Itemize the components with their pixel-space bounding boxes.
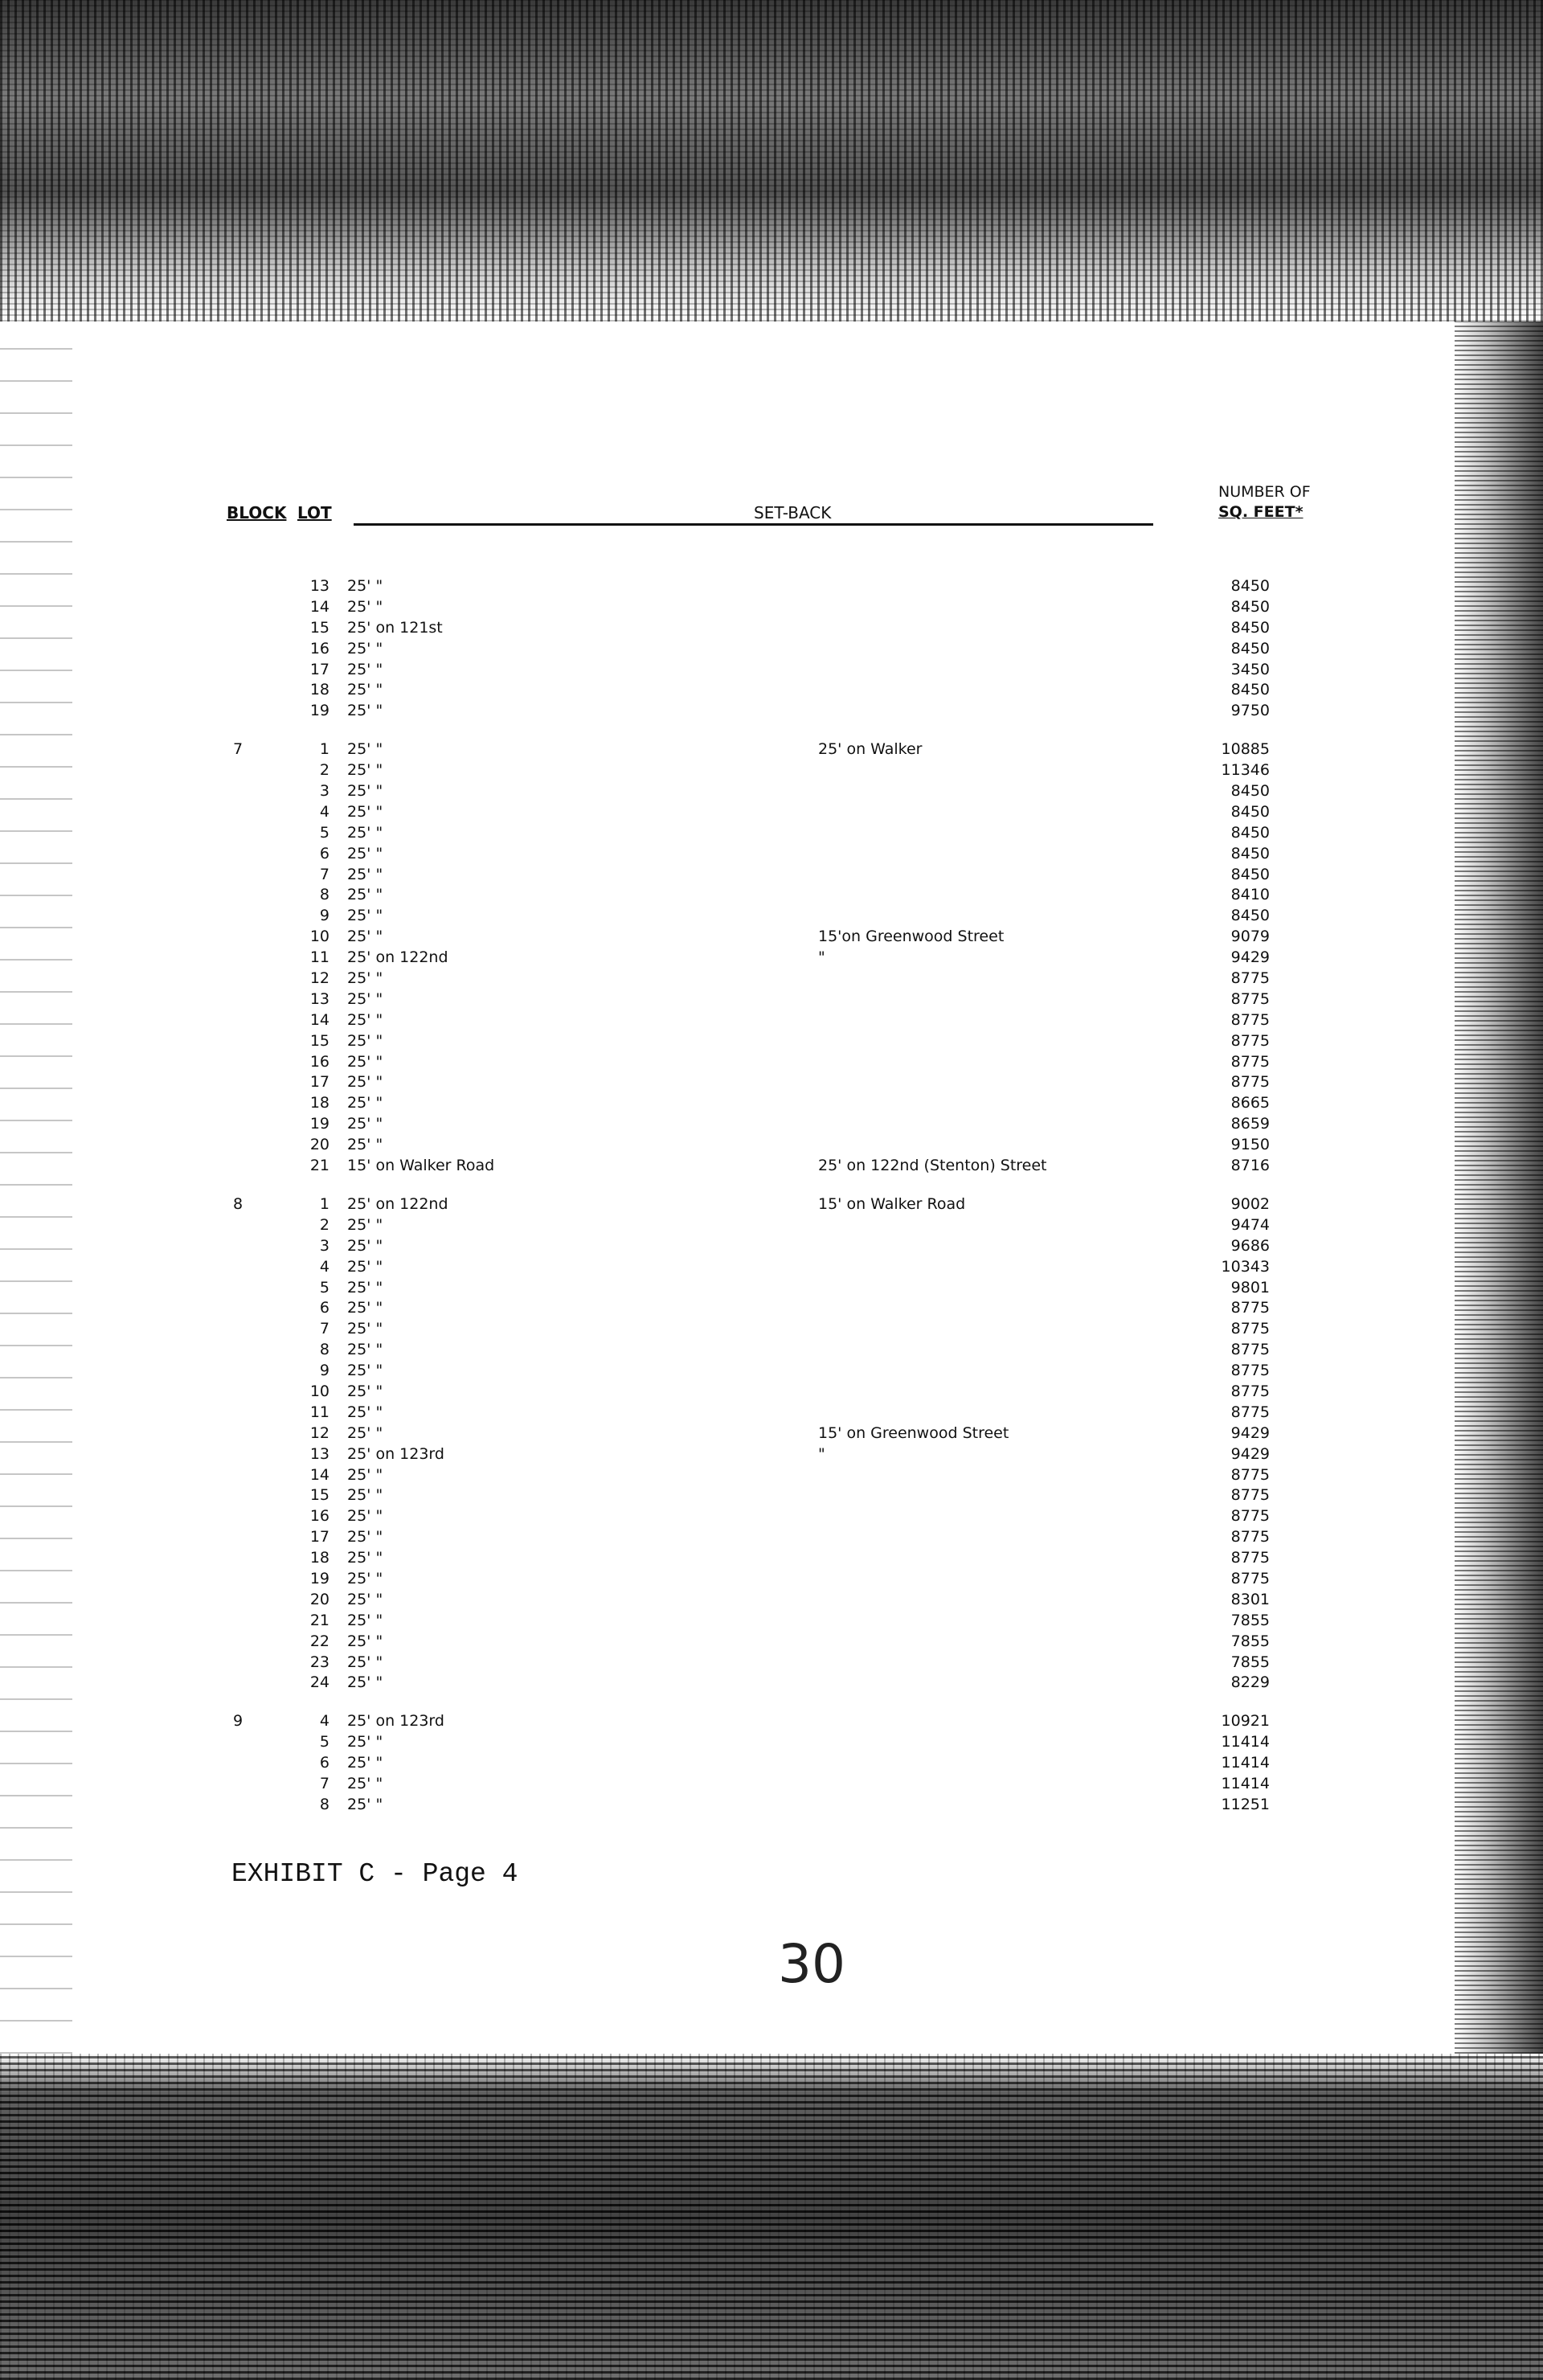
lot-cell: 17 xyxy=(309,1073,329,1092)
lot-cell: 18 xyxy=(309,1094,329,1112)
table-row xyxy=(0,801,1543,822)
setback-secondary-cell: " xyxy=(818,1444,825,1463)
setback-primary-cell: 25' " xyxy=(347,1010,383,1029)
sq-feet-cell: 8659 xyxy=(1230,1115,1270,1133)
table-row xyxy=(0,1485,1543,1505)
lot-cell: 6 xyxy=(319,1299,329,1317)
lot-cell: 2 xyxy=(319,761,329,780)
lot-cell: 1 xyxy=(319,740,329,759)
lot-cell: 11 xyxy=(309,948,329,967)
sq-feet-cell: 11414 xyxy=(1221,1754,1270,1772)
table-row xyxy=(0,1381,1543,1402)
table-row xyxy=(0,1360,1543,1381)
sq-feet-cell: 9429 xyxy=(1230,1423,1270,1442)
setback-primary-cell: 25' " xyxy=(347,681,383,699)
table-row xyxy=(0,1402,1543,1423)
setback-primary-cell: 25' " xyxy=(347,1382,383,1400)
setback-primary-cell: 25' " xyxy=(347,1590,383,1608)
lot-table xyxy=(0,576,1543,1815)
table-row xyxy=(0,1505,1543,1526)
setback-primary-cell: 25' " xyxy=(347,989,383,1008)
lot-cell: 5 xyxy=(319,1278,329,1297)
sq-feet-cell: 11251 xyxy=(1221,1795,1270,1813)
sq-feet-cell: 8716 xyxy=(1230,1157,1270,1175)
lot-cell: 23 xyxy=(309,1653,329,1671)
sq-feet-cell: 8775 xyxy=(1230,1320,1270,1338)
sq-feet-cell: 8450 xyxy=(1230,782,1270,801)
setback-primary-cell: 25' " xyxy=(347,1754,383,1772)
setback-primary-cell: 25' " xyxy=(347,1136,383,1154)
setback-primary-cell: 25' " xyxy=(347,1795,383,1813)
setback-primary-cell: 25' " xyxy=(347,1632,383,1650)
table-row xyxy=(0,617,1543,638)
table-row xyxy=(0,1423,1543,1444)
setback-primary-cell: 25' " xyxy=(347,823,383,842)
sq-feet-cell: 10921 xyxy=(1221,1712,1270,1731)
lot-cell: 9 xyxy=(319,907,329,925)
sq-feet-cell: 8775 xyxy=(1230,1528,1270,1546)
setback-primary-cell: 25' " xyxy=(347,1341,383,1359)
table-row xyxy=(0,822,1543,843)
setback-primary-cell: 25' " xyxy=(347,1362,383,1380)
sq-feet-cell: 8775 xyxy=(1230,1486,1270,1505)
table-row xyxy=(0,1631,1543,1652)
exhibit-label: EXHIBIT C - Page 4 xyxy=(231,1859,518,1889)
lot-cell: 19 xyxy=(309,1569,329,1587)
lot-cell: 16 xyxy=(309,1052,329,1071)
sq-feet-cell: 8775 xyxy=(1230,1507,1270,1526)
lot-cell: 8 xyxy=(319,1341,329,1359)
sq-feet-cell: 7855 xyxy=(1230,1632,1270,1650)
table-row xyxy=(0,1277,1543,1298)
sq-feet-cell: 8775 xyxy=(1230,1362,1270,1380)
lot-cell: 16 xyxy=(309,639,329,657)
lot-cell: 22 xyxy=(309,1632,329,1650)
lot-cell: 21 xyxy=(309,1611,329,1629)
lot-cell: 11 xyxy=(309,1403,329,1421)
sq-feet-cell: 8775 xyxy=(1230,1010,1270,1029)
setback-primary-cell: 25' " xyxy=(347,1299,383,1317)
table-row xyxy=(0,679,1543,700)
setback-primary-cell: 25' " xyxy=(347,1528,383,1546)
table-row xyxy=(0,780,1543,801)
table-row xyxy=(0,1051,1543,1072)
setback-primary-cell: 25' " xyxy=(347,1465,383,1484)
sq-feet-cell: 11414 xyxy=(1221,1774,1270,1792)
header-sq-feet: SQ. FEET* xyxy=(1218,503,1304,521)
sq-feet-cell: 9079 xyxy=(1230,928,1270,946)
handwritten-page-number: 30 xyxy=(778,1933,845,1995)
sq-feet-cell: 8775 xyxy=(1230,1299,1270,1317)
lot-cell: 13 xyxy=(309,1444,329,1463)
sq-feet-cell: 11346 xyxy=(1221,761,1270,780)
lot-cell: 19 xyxy=(309,702,329,720)
lot-cell: 6 xyxy=(319,1754,329,1772)
setback-primary-cell: 25' " xyxy=(347,802,383,821)
sq-feet-cell: 8775 xyxy=(1230,1031,1270,1050)
table-row xyxy=(0,1155,1543,1176)
table-row xyxy=(0,1526,1543,1547)
sq-feet-cell: 8775 xyxy=(1230,1341,1270,1359)
setback-primary-cell: 25' on 121st xyxy=(347,618,443,637)
setback-primary-cell: 25' " xyxy=(347,1774,383,1792)
table-row xyxy=(0,1464,1543,1485)
sq-feet-cell: 8450 xyxy=(1230,907,1270,925)
table-row xyxy=(0,1731,1543,1752)
sq-feet-cell: 10885 xyxy=(1221,740,1270,759)
sq-feet-cell: 8450 xyxy=(1230,681,1270,699)
setback-primary-cell: 25' " xyxy=(347,1673,383,1692)
sq-feet-cell: 8450 xyxy=(1230,639,1270,657)
table-row xyxy=(0,905,1543,926)
table-row xyxy=(0,1134,1543,1155)
setback-primary-cell: 25' " xyxy=(347,1257,383,1276)
lot-cell: 14 xyxy=(309,1465,329,1484)
table-row xyxy=(0,576,1543,596)
setback-primary-cell: 25' " xyxy=(347,1215,383,1234)
table-row xyxy=(0,1092,1543,1113)
lot-cell: 12 xyxy=(309,1423,329,1442)
setback-primary-cell: 25' " xyxy=(347,907,383,925)
sq-feet-cell: 9801 xyxy=(1230,1278,1270,1297)
lot-cell: 7 xyxy=(319,1320,329,1338)
setback-primary-cell: 25' " xyxy=(347,886,383,904)
sq-feet-cell: 8450 xyxy=(1230,865,1270,883)
setback-primary-cell: 25' on 122nd xyxy=(347,1194,448,1213)
block-cell: 9 xyxy=(233,1712,244,1731)
setback-primary-cell: 25' " xyxy=(347,740,383,759)
table-row xyxy=(0,1589,1543,1610)
setback-secondary-cell: 25' on Walker xyxy=(818,740,923,759)
table-row xyxy=(0,659,1543,680)
setback-primary-cell: 25' " xyxy=(347,1031,383,1050)
setback-primary-cell: 25' on 122nd xyxy=(347,948,448,967)
lot-cell: 18 xyxy=(309,681,329,699)
lot-cell: 8 xyxy=(319,886,329,904)
setback-primary-cell: 25' " xyxy=(347,844,383,862)
table-row xyxy=(0,1444,1543,1464)
setback-secondary-cell: 25' on 122nd (Stenton) Street xyxy=(818,1157,1047,1175)
sq-feet-cell: 8775 xyxy=(1230,1073,1270,1092)
sq-feet-cell: 8301 xyxy=(1230,1590,1270,1608)
table-row xyxy=(0,760,1543,780)
sq-feet-cell: 11414 xyxy=(1221,1733,1270,1751)
lot-cell: 15 xyxy=(309,618,329,637)
table-row xyxy=(0,864,1543,885)
sq-feet-cell: 8410 xyxy=(1230,886,1270,904)
setback-primary-cell: 25' " xyxy=(347,1403,383,1421)
setback-secondary-cell: 15'on Greenwood Street xyxy=(818,928,1005,946)
sq-feet-cell: 8775 xyxy=(1230,969,1270,988)
setback-primary-cell: 25' " xyxy=(347,702,383,720)
setback-secondary-cell: 15' on Walker Road xyxy=(818,1194,966,1213)
table-row xyxy=(0,1010,1543,1030)
sq-feet-cell: 8450 xyxy=(1230,597,1270,616)
setback-primary-cell: 25' " xyxy=(347,1423,383,1442)
setback-primary-cell: 25' " xyxy=(347,1549,383,1567)
sq-feet-cell: 8775 xyxy=(1230,1569,1270,1587)
setback-primary-cell: 25' " xyxy=(347,782,383,801)
table-row xyxy=(0,1652,1543,1673)
lot-cell: 9 xyxy=(319,1362,329,1380)
setback-primary-cell: 25' " xyxy=(347,1320,383,1338)
sq-feet-cell: 9002 xyxy=(1230,1194,1270,1213)
lot-cell: 5 xyxy=(319,823,329,842)
lot-cell: 3 xyxy=(319,1236,329,1255)
lot-cell: 24 xyxy=(309,1673,329,1692)
setback-primary-cell: 25' " xyxy=(347,761,383,780)
table-row xyxy=(0,989,1543,1010)
sq-feet-cell: 9686 xyxy=(1230,1236,1270,1255)
lot-cell: 6 xyxy=(319,844,329,862)
table-row xyxy=(0,1113,1543,1134)
lot-cell: 4 xyxy=(319,1712,329,1731)
lot-cell: 10 xyxy=(309,1382,329,1400)
lot-cell: 5 xyxy=(319,1733,329,1751)
setback-primary-cell: 25' " xyxy=(347,969,383,988)
table-row xyxy=(0,1194,1543,1215)
table-row xyxy=(0,843,1543,864)
setback-primary-cell: 25' " xyxy=(347,1236,383,1255)
sq-feet-cell: 8450 xyxy=(1230,823,1270,842)
table-row xyxy=(0,884,1543,905)
table-row xyxy=(0,926,1543,947)
sq-feet-cell: 9150 xyxy=(1230,1136,1270,1154)
sq-feet-cell: 8775 xyxy=(1230,1465,1270,1484)
setback-primary-cell: 25' " xyxy=(347,597,383,616)
header-rule xyxy=(354,523,1153,526)
sq-feet-cell: 8775 xyxy=(1230,1549,1270,1567)
setback-primary-cell: 25' " xyxy=(347,1052,383,1071)
sq-feet-cell: 9474 xyxy=(1230,1215,1270,1234)
lot-cell: 4 xyxy=(319,1257,329,1276)
lot-cell: 17 xyxy=(309,1528,329,1546)
table-row xyxy=(0,968,1543,989)
table-row xyxy=(0,596,1543,617)
setback-primary-cell: 25' " xyxy=(347,577,383,595)
lot-cell: 20 xyxy=(309,1136,329,1154)
table-row xyxy=(0,1710,1543,1731)
table-row xyxy=(0,1339,1543,1360)
setback-primary-cell: 25' " xyxy=(347,865,383,883)
setback-primary-cell: 25' " xyxy=(347,1278,383,1297)
sq-feet-cell: 8450 xyxy=(1230,802,1270,821)
setback-primary-cell: 25' " xyxy=(347,660,383,678)
sq-feet-cell: 10343 xyxy=(1221,1257,1270,1276)
lot-cell: 21 xyxy=(309,1157,329,1175)
table-row xyxy=(0,638,1543,659)
table-row xyxy=(0,1568,1543,1589)
lot-cell: 13 xyxy=(309,577,329,595)
setback-secondary-cell: 15' on Greenwood Street xyxy=(818,1423,1009,1442)
lot-cell: 15 xyxy=(309,1031,329,1050)
lot-cell: 3 xyxy=(319,782,329,801)
lot-cell: 12 xyxy=(309,969,329,988)
table-row xyxy=(0,1773,1543,1794)
sq-feet-cell: 9429 xyxy=(1230,1444,1270,1463)
lot-cell: 15 xyxy=(309,1486,329,1505)
setback-primary-cell: 25' on 123rd xyxy=(347,1712,444,1731)
setback-primary-cell: 25' " xyxy=(347,1611,383,1629)
header-number-of: NUMBER OF xyxy=(1218,483,1311,501)
header-setback: SET-BACK xyxy=(754,503,832,522)
sq-feet-cell: 9750 xyxy=(1230,702,1270,720)
setback-secondary-cell: " xyxy=(818,948,825,967)
setback-primary-cell: 25' " xyxy=(347,1073,383,1092)
lot-cell: 16 xyxy=(309,1507,329,1526)
setback-primary-cell: 15' on Walker Road xyxy=(347,1157,495,1175)
lot-cell: 10 xyxy=(309,928,329,946)
table-row xyxy=(0,1610,1543,1631)
table-row xyxy=(0,1235,1543,1256)
lot-cell: 7 xyxy=(319,1774,329,1792)
sq-feet-cell: 8229 xyxy=(1230,1673,1270,1692)
sq-feet-cell: 8665 xyxy=(1230,1094,1270,1112)
table-row xyxy=(0,1672,1543,1693)
scan-noise-bottom xyxy=(0,2054,1543,2380)
lot-cell: 19 xyxy=(309,1115,329,1133)
setback-primary-cell: 25' " xyxy=(347,1486,383,1505)
table-row xyxy=(0,947,1543,968)
lot-cell: 2 xyxy=(319,1215,329,1234)
table-row xyxy=(0,1752,1543,1773)
setback-primary-cell: 25' " xyxy=(347,1569,383,1587)
sq-feet-cell: 8450 xyxy=(1230,618,1270,637)
scan-noise-top xyxy=(0,0,1543,322)
table-row xyxy=(0,1071,1543,1092)
sq-feet-cell: 8775 xyxy=(1230,1052,1270,1071)
table-row xyxy=(0,739,1543,760)
table-row xyxy=(0,1794,1543,1815)
table-row xyxy=(0,1256,1543,1277)
lot-cell: 1 xyxy=(319,1194,329,1213)
sq-feet-cell: 8775 xyxy=(1230,1382,1270,1400)
sq-feet-cell: 7855 xyxy=(1230,1653,1270,1671)
setback-primary-cell: 25' " xyxy=(347,1653,383,1671)
table-row xyxy=(0,1547,1543,1568)
setback-primary-cell: 25' " xyxy=(347,1507,383,1526)
sq-feet-cell: 8450 xyxy=(1230,844,1270,862)
setback-primary-cell: 25' " xyxy=(347,1115,383,1133)
lot-cell: 20 xyxy=(309,1590,329,1608)
header-lot: LOT xyxy=(297,503,332,522)
lot-cell: 14 xyxy=(309,597,329,616)
sq-feet-cell: 8775 xyxy=(1230,989,1270,1008)
table-row xyxy=(0,1318,1543,1339)
lot-cell: 18 xyxy=(309,1549,329,1567)
lot-cell: 8 xyxy=(319,1795,329,1813)
lot-cell: 14 xyxy=(309,1010,329,1029)
table-row xyxy=(0,1297,1543,1318)
header-block: BLOCK xyxy=(227,503,287,522)
sq-feet-cell: 8775 xyxy=(1230,1403,1270,1421)
lot-cell: 17 xyxy=(309,660,329,678)
lot-cell: 7 xyxy=(319,865,329,883)
setback-primary-cell: 25' " xyxy=(347,1733,383,1751)
block-cell: 7 xyxy=(233,740,244,759)
sq-feet-cell: 9429 xyxy=(1230,948,1270,967)
lot-cell: 4 xyxy=(319,802,329,821)
setback-primary-cell: 25' " xyxy=(347,639,383,657)
lot-cell: 13 xyxy=(309,989,329,1008)
setback-primary-cell: 25' " xyxy=(347,1094,383,1112)
setback-primary-cell: 25' " xyxy=(347,928,383,946)
block-cell: 8 xyxy=(233,1194,244,1213)
table-row xyxy=(0,1215,1543,1235)
sq-feet-cell: 7855 xyxy=(1230,1611,1270,1629)
sq-feet-cell: 3450 xyxy=(1230,660,1270,678)
table-row xyxy=(0,1030,1543,1051)
setback-primary-cell: 25' on 123rd xyxy=(347,1444,444,1463)
table-row xyxy=(0,700,1543,721)
sq-feet-cell: 8450 xyxy=(1230,577,1270,595)
